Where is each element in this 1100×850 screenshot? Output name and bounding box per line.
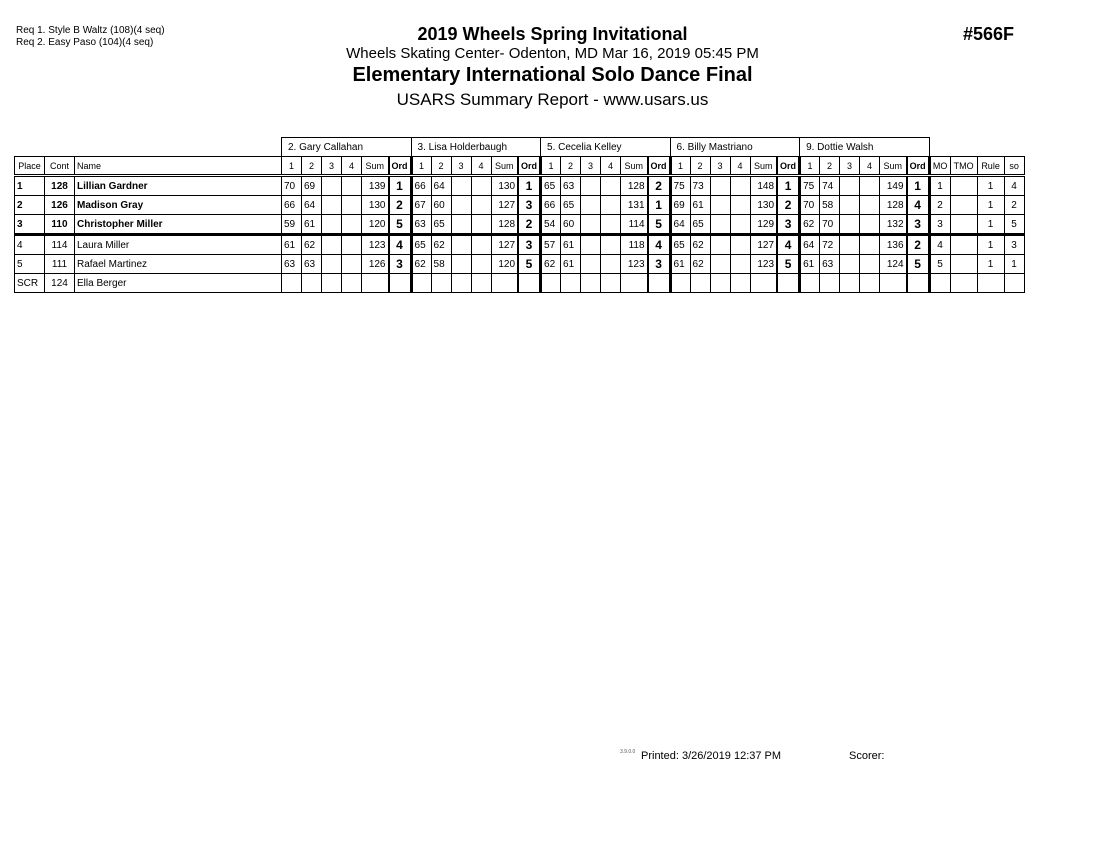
result-row [15, 235, 1025, 255]
score-cell [601, 176, 621, 196]
header-tail-col: Rule [977, 157, 1004, 176]
ordinal-cell: 3 [648, 255, 671, 274]
score-cell [820, 274, 840, 293]
score-cell: 66 [541, 196, 561, 215]
score-cell [730, 215, 750, 235]
header-judge-col: Ord [907, 157, 930, 176]
score-cell: 62 [541, 255, 561, 274]
header-judge-col: 3 [840, 157, 860, 176]
score-cell [342, 215, 362, 235]
score-cell [342, 274, 362, 293]
score-cell: 64 [670, 215, 690, 235]
score-cell: 63 [282, 255, 302, 274]
score-cell [471, 215, 491, 235]
score-cell [581, 255, 601, 274]
place-cell: 5 [15, 255, 45, 274]
score-cell [541, 274, 561, 293]
ordinal-cell: 2 [907, 235, 930, 255]
score-cell [730, 255, 750, 274]
skater-name: Christopher Miller [75, 215, 282, 235]
header-judge-col: 1 [411, 157, 431, 176]
ordinal-cell [648, 274, 671, 293]
requirements-list [16, 25, 165, 49]
header-judge-col: 1 [670, 157, 690, 176]
score-cell: 129 [750, 215, 777, 235]
score-cell: 69 [670, 196, 690, 215]
score-cell [322, 235, 342, 255]
score-cell [730, 235, 750, 255]
skater-name: Laura Miller [75, 235, 282, 255]
score-cell [840, 176, 860, 196]
score-cell [840, 274, 860, 293]
scorer-label: Scorer: [849, 750, 885, 762]
header-judge-col: 1 [800, 157, 820, 176]
place-cell: 3 [15, 215, 45, 235]
cont-cell: 114 [45, 235, 75, 255]
score-cell: 127 [750, 235, 777, 255]
score-cell: 64 [431, 176, 451, 196]
score-cell: 61 [561, 255, 581, 274]
score-cell: 65 [541, 176, 561, 196]
ordinal-cell: 3 [518, 235, 541, 255]
score-cell [451, 274, 471, 293]
result-row [15, 196, 1025, 215]
judge-name: 6. Billy Mastriano [670, 138, 800, 157]
score-cell [710, 274, 730, 293]
place-cell: 4 [15, 235, 45, 255]
score-cell: 59 [282, 215, 302, 235]
ordinal-cell [907, 274, 930, 293]
score-cell [601, 235, 621, 255]
report-title: USARS Summary Report - www.usars.us [396, 90, 709, 109]
score-cell [451, 255, 471, 274]
tail-cell [977, 274, 1004, 293]
tail-cell [950, 176, 977, 196]
score-cell [860, 215, 880, 235]
result-row [15, 255, 1025, 274]
header-judge-col: 4 [730, 157, 750, 176]
score-cell: 61 [690, 196, 710, 215]
score-cell [342, 235, 362, 255]
score-cell [471, 255, 491, 274]
header-judge-col: 4 [342, 157, 362, 176]
score-cell [342, 196, 362, 215]
ordinal-cell: 3 [907, 215, 930, 235]
score-cell [670, 274, 690, 293]
score-cell [750, 274, 777, 293]
ordinal-cell: 3 [777, 215, 800, 235]
header-judge-col: Ord [518, 157, 541, 176]
score-cell [322, 196, 342, 215]
score-cell: 64 [800, 235, 820, 255]
result-row [15, 176, 1025, 196]
requirement-1: Req 1. Style B Waltz (108)(4 seq) [16, 25, 165, 36]
judge-name: 9. Dottie Walsh [800, 138, 930, 157]
score-cell: 114 [621, 215, 648, 235]
score-cell: 128 [491, 215, 518, 235]
score-cell: 61 [670, 255, 690, 274]
score-cell [362, 274, 389, 293]
score-cell [840, 196, 860, 215]
score-cell: 124 [880, 255, 907, 274]
score-cell: 126 [362, 255, 389, 274]
result-row [15, 215, 1025, 235]
header-tail-col: MO [929, 157, 950, 176]
header-judge-col: 2 [690, 157, 710, 176]
column-header-row [15, 157, 1025, 176]
score-cell [601, 196, 621, 215]
score-cell [860, 196, 880, 215]
score-cell [322, 215, 342, 235]
header-judge-col: 4 [601, 157, 621, 176]
score-cell [710, 176, 730, 196]
score-cell: 120 [491, 255, 518, 274]
header-judge-col: Ord [777, 157, 800, 176]
score-cell [601, 274, 621, 293]
score-cell: 65 [411, 235, 431, 255]
ordinal-cell: 1 [777, 176, 800, 196]
score-cell [581, 176, 601, 196]
score-cell [621, 274, 648, 293]
score-cell [491, 274, 518, 293]
ordinal-cell: 3 [518, 196, 541, 215]
ordinal-cell: 4 [907, 196, 930, 215]
score-cell: 123 [750, 255, 777, 274]
cont-cell: 111 [45, 255, 75, 274]
header-judge-col: Ord [389, 157, 412, 176]
score-cell: 65 [690, 215, 710, 235]
header-judge-col: Sum [880, 157, 907, 176]
ordinal-cell [518, 274, 541, 293]
header-judge-col: 2 [561, 157, 581, 176]
score-cell [561, 274, 581, 293]
score-cell: 75 [670, 176, 690, 196]
score-cell: 74 [820, 176, 840, 196]
score-cell [581, 196, 601, 215]
score-cell [451, 176, 471, 196]
score-cell: 148 [750, 176, 777, 196]
header-judge-col: Sum [362, 157, 389, 176]
score-cell: 127 [491, 196, 518, 215]
tail-cell: 4 [929, 235, 950, 255]
score-cell: 123 [362, 235, 389, 255]
score-cell: 60 [431, 196, 451, 215]
tail-cell [929, 274, 950, 293]
score-cell [710, 255, 730, 274]
score-cell [322, 274, 342, 293]
score-cell [471, 176, 491, 196]
header-judge-col: Sum [621, 157, 648, 176]
tail-cell: 4 [1004, 176, 1024, 196]
score-cell [730, 176, 750, 196]
score-cell: 72 [820, 235, 840, 255]
score-cell: 62 [690, 255, 710, 274]
score-cell: 60 [561, 215, 581, 235]
header-judge-col: 4 [860, 157, 880, 176]
score-cell: 128 [621, 176, 648, 196]
header-place: Place [15, 157, 45, 176]
ordinal-cell [389, 274, 412, 293]
tail-cell: 1 [977, 215, 1004, 235]
score-cell: 58 [431, 255, 451, 274]
ordinal-cell: 5 [518, 255, 541, 274]
score-cell: 57 [541, 235, 561, 255]
header-judge-col: 3 [710, 157, 730, 176]
score-cell: 67 [411, 196, 431, 215]
score-cell: 62 [800, 215, 820, 235]
score-cell [730, 196, 750, 215]
tail-cell: 1 [977, 235, 1004, 255]
tail-cell: 1 [929, 176, 950, 196]
score-cell [282, 274, 302, 293]
cont-cell: 128 [45, 176, 75, 196]
score-cell: 70 [282, 176, 302, 196]
score-cell: 73 [690, 176, 710, 196]
place-cell: 1 [15, 176, 45, 196]
score-cell [690, 274, 710, 293]
tail-cell: 2 [1004, 196, 1024, 215]
header-judge-col: 1 [282, 157, 302, 176]
header-judge-col: 3 [581, 157, 601, 176]
score-cell: 132 [880, 215, 907, 235]
header-judge-col: 3 [451, 157, 471, 176]
score-cell [581, 215, 601, 235]
event-code: #566F [963, 24, 1015, 44]
score-cell: 62 [690, 235, 710, 255]
results-table [14, 137, 1025, 293]
score-cell [840, 215, 860, 235]
score-cell [451, 235, 471, 255]
tail-cell [950, 255, 977, 274]
tail-cell: 1 [977, 255, 1004, 274]
score-cell: 61 [282, 235, 302, 255]
score-cell: 61 [561, 235, 581, 255]
score-cell: 120 [362, 215, 389, 235]
ordinal-cell: 5 [389, 215, 412, 235]
score-cell [710, 235, 730, 255]
ordinal-cell: 4 [648, 235, 671, 255]
score-cell: 63 [820, 255, 840, 274]
printed-timestamp: Printed: 3/26/2019 12:37 PM [641, 750, 782, 762]
ordinal-cell: 1 [389, 176, 412, 196]
ordinal-cell: 1 [518, 176, 541, 196]
score-cell [471, 196, 491, 215]
score-cell [411, 274, 431, 293]
score-cell: 70 [820, 215, 840, 235]
header-name: Name [75, 157, 282, 176]
score-cell: 70 [800, 196, 820, 215]
score-cell [322, 255, 342, 274]
place-cell: 2 [15, 196, 45, 215]
header-judge-col: 3 [322, 157, 342, 176]
header-cont: Cont [45, 157, 75, 176]
skater-name: Lillian Gardner [75, 176, 282, 196]
tail-cell [950, 215, 977, 235]
ordinal-cell: 2 [777, 196, 800, 215]
score-cell: 136 [880, 235, 907, 255]
score-cell: 130 [362, 196, 389, 215]
software-version: 3.9.0.0 [620, 749, 636, 755]
score-cell: 69 [302, 176, 322, 196]
score-cell: 131 [621, 196, 648, 215]
score-cell: 58 [820, 196, 840, 215]
score-cell: 149 [880, 176, 907, 196]
event-name: Elementary International Solo Dance Final [352, 64, 753, 86]
score-cell: 63 [302, 255, 322, 274]
score-cell: 62 [302, 235, 322, 255]
score-cell: 63 [561, 176, 581, 196]
score-cell [451, 196, 471, 215]
score-cell [581, 235, 601, 255]
score-cell: 130 [750, 196, 777, 215]
score-cell [730, 274, 750, 293]
header-tail-col: so [1004, 157, 1024, 176]
judges-row [15, 138, 1025, 157]
header-judge-col: 4 [471, 157, 491, 176]
score-cell: 66 [411, 176, 431, 196]
score-cell [840, 255, 860, 274]
score-cell [860, 255, 880, 274]
score-cell [800, 274, 820, 293]
score-cell: 54 [541, 215, 561, 235]
header-judge-col: Ord [648, 157, 671, 176]
tail-cell: 3 [1004, 235, 1024, 255]
ordinal-cell: 2 [648, 176, 671, 196]
header-judge-col: 2 [431, 157, 451, 176]
tail-cell [950, 196, 977, 215]
score-cell [840, 235, 860, 255]
score-cell: 65 [670, 235, 690, 255]
requirement-2: Req 2. Easy Paso (104)(4 seq) [16, 37, 154, 48]
ordinal-cell: 5 [907, 255, 930, 274]
ordinal-cell: 5 [777, 255, 800, 274]
score-cell [322, 176, 342, 196]
score-cell [471, 235, 491, 255]
judge-name: 5. Cecelia Kelley [541, 138, 671, 157]
score-cell: 66 [282, 196, 302, 215]
tail-cell: 1 [1004, 255, 1024, 274]
score-cell [880, 274, 907, 293]
ordinal-cell: 4 [389, 235, 412, 255]
score-cell: 65 [431, 215, 451, 235]
score-cell: 62 [431, 235, 451, 255]
score-cell [601, 215, 621, 235]
judge-name: 2. Gary Callahan [282, 138, 412, 157]
score-cell [342, 255, 362, 274]
ordinal-cell: 5 [648, 215, 671, 235]
header-tail-col: TMO [950, 157, 977, 176]
score-cell: 139 [362, 176, 389, 196]
score-cell: 62 [411, 255, 431, 274]
cont-cell: 110 [45, 215, 75, 235]
score-cell: 127 [491, 235, 518, 255]
header-judge-col: 2 [820, 157, 840, 176]
score-cell: 61 [800, 255, 820, 274]
score-cell: 128 [880, 196, 907, 215]
spacer [15, 138, 282, 157]
tail-cell [950, 235, 977, 255]
score-cell [601, 255, 621, 274]
tail-cell: 2 [929, 196, 950, 215]
place-cell: SCR [15, 274, 45, 293]
ordinal-cell: 1 [907, 176, 930, 196]
tail-cell: 1 [977, 196, 1004, 215]
score-cell: 130 [491, 176, 518, 196]
score-cell: 61 [302, 215, 322, 235]
skater-name: Rafael Martinez [75, 255, 282, 274]
score-cell: 63 [411, 215, 431, 235]
header-judge-col: 2 [302, 157, 322, 176]
score-cell [471, 274, 491, 293]
tail-cell: 3 [929, 215, 950, 235]
tail-cell: 5 [1004, 215, 1024, 235]
score-cell: 65 [561, 196, 581, 215]
score-cell [302, 274, 322, 293]
score-cell: 75 [800, 176, 820, 196]
ordinal-cell: 1 [648, 196, 671, 215]
score-cell [581, 274, 601, 293]
cont-cell: 126 [45, 196, 75, 215]
score-cell [860, 235, 880, 255]
score-cell [860, 176, 880, 196]
score-cell: 64 [302, 196, 322, 215]
cont-cell: 124 [45, 274, 75, 293]
score-cell: 123 [621, 255, 648, 274]
score-cell [451, 215, 471, 235]
spacer [929, 138, 1024, 157]
score-cell [710, 215, 730, 235]
tail-cell [1004, 274, 1024, 293]
judge-name: 3. Lisa Holderbaugh [411, 138, 541, 157]
tail-cell [950, 274, 977, 293]
ordinal-cell: 3 [389, 255, 412, 274]
score-cell [431, 274, 451, 293]
ordinal-cell: 2 [389, 196, 412, 215]
score-cell [342, 176, 362, 196]
score-cell: 118 [621, 235, 648, 255]
score-cell [860, 274, 880, 293]
result-row [15, 274, 1025, 293]
ordinal-cell [777, 274, 800, 293]
score-cell [710, 196, 730, 215]
tail-cell: 1 [977, 176, 1004, 196]
skater-name: Ella Berger [75, 274, 282, 293]
header-judge-col: Sum [491, 157, 518, 176]
ordinal-cell: 2 [518, 215, 541, 235]
venue-date-line: Wheels Skating Center- Odenton, MD Mar 16, 2019 05:45 PM [346, 45, 759, 62]
skater-name: Madison Gray [75, 196, 282, 215]
ordinal-cell: 4 [777, 235, 800, 255]
competition-title: 2019 Wheels Spring Invitational [417, 24, 688, 44]
tail-cell: 5 [929, 255, 950, 274]
header-judge-col: 1 [541, 157, 561, 176]
header-judge-col: Sum [750, 157, 777, 176]
